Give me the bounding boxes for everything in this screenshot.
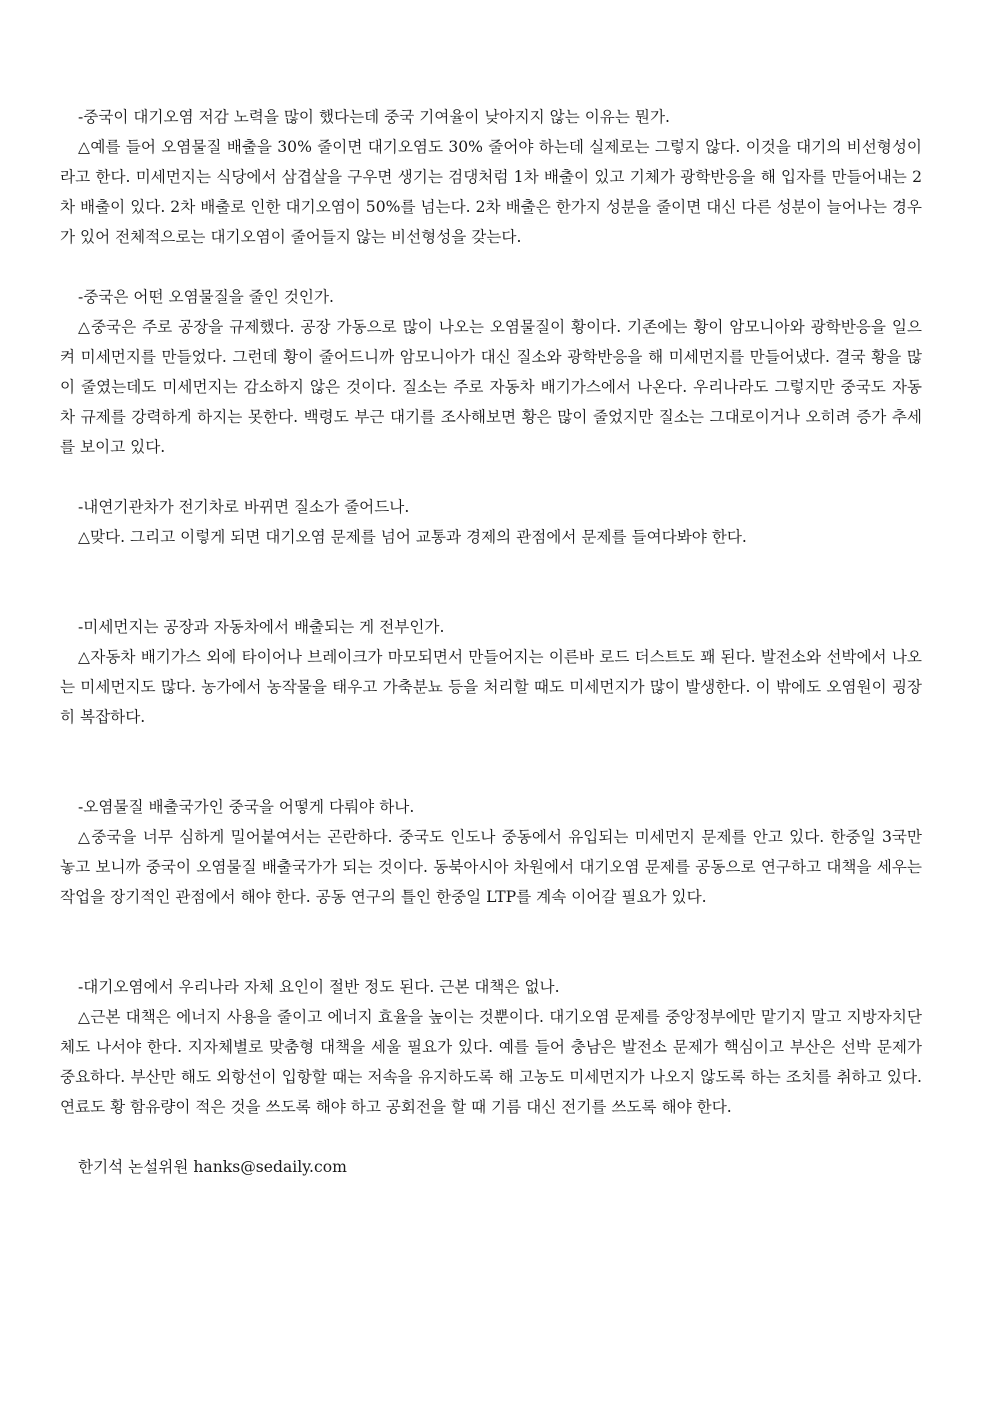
spacer — [60, 462, 922, 492]
spacer — [60, 912, 922, 972]
answer-5: △중국을 너무 심하게 밀어붙여서는 곤란하다. 중국도 인도나 중동에서 유입되는 미세먼지 문제를 안고 있다. 한중일 3국만 놓고 보니까 중국이 오염물질 배출국가가 되는 것이다. 동북아시아 차원에서 대기오염 문제를 공동으로 연구하고 대책을 세우는 작업을 장기적인 관점에서 해야 한다. 공동 연구의 틀인 한중일 LTP를 계속 이어갈 필요가 있다. — [60, 828, 922, 906]
question-1: -중국이 대기오염 저감 노력을 많이 했다는데 중국 기여율이 낮아지지 않는 이유는 뭔가. — [78, 108, 670, 126]
question-6: -대기오염에서 우리나라 자체 요인이 절반 정도 된다. 근본 대책은 없나. — [78, 978, 560, 996]
question-2: -중국은 어떤 오염물질을 줄인 것인가. — [78, 288, 335, 306]
question-5: -오염물질 배출국가인 중국을 어떻게 다뤄야 하나. — [78, 798, 415, 816]
spacer — [60, 252, 922, 282]
spacer — [60, 1122, 922, 1152]
spacer — [60, 732, 922, 792]
answer-6: △근본 대책은 에너지 사용을 줄이고 에너지 효율을 높이는 것뿐이다. 대기오염 문제를 중앙정부에만 맡기지 말고 지방자치단체도 나서야 한다. 지자체별로 맞춤형 대책을 세울 필요가 있다. 예를 들어 충남은 발전소 문제가 핵심이고 부산은 선박 문제가 중요하다. 부산만 해도 외항선이 입항할 때는 저속을 유지하도록 해 고농도 미세먼지가 나오지 않도록 하는 조치를 취하고 있다. 연료도 황 함유량이 적은 것을 쓰도록 해야 하고 공회전을 할 때 기름 대신 전기를 쓰도록 해야 한다. — [60, 1008, 922, 1116]
byline: 한기석 논설위원 hanks@sedaily.com — [78, 1158, 347, 1176]
question-3: -내연기관차가 전기차로 바뀌면 질소가 줄어드나. — [78, 498, 410, 516]
question-4: -미세먼지는 공장과 자동차에서 배출되는 게 전부인가. — [78, 618, 445, 636]
spacer — [60, 552, 922, 612]
answer-3: △맞다. 그리고 이렇게 되면 대기오염 문제를 넘어 교통과 경제의 관점에서 문제를 들여다봐야 한다. — [78, 528, 747, 546]
answer-4: △자동차 배기가스 외에 타이어나 브레이크가 마모되면서 만들어지는 이른바 로드 더스트도 꽤 된다. 발전소와 선박에서 나오는 미세먼지도 많다. 농가에서 농작물을 태우고 가축분뇨 등을 처리할 때도 미세먼지가 많이 발생한다. 이 밖에도 오염원이 굉장히 복잡하다. — [60, 648, 922, 726]
answer-1: △예를 들어 오염물질 배출을 30% 줄이면 대기오염도 30% 줄어야 하는데 실제로는 그렇지 않다. 이것을 대기의 비선형성이라고 한다. 미세먼지는 식당에서 삼겹살을 구우면 생기는 검댕처럼 1차 배출이 있고 기체가 광학반응을 해 입자를 만들어내는 2차 배출이 있다. 2차 배출로 인한 대기오염이 50%를 넘는다. 2차 배출은 한가지 성분을 줄이면 대신 다른 성분이 늘어나는 경우가 있어 전체적으로는 대기오염이 줄어들지 않는 비선형성을 갖는다. — [60, 138, 922, 246]
article-body — [60, 102, 922, 1182]
answer-2: △중국은 주로 공장을 규제했다. 공장 가동으로 많이 나오는 오염물질이 황이다. 기존에는 황이 암모니아와 광학반응을 일으켜 미세먼지를 만들었다. 그런데 황이 줄어드니까 암모니아가 대신 질소와 광학반응을 해 미세먼지를 만들어냈다. 결국 황을 많이 줄였는데도 미세먼지는 감소하지 않은 것이다. 질소는 주로 자동차 배기가스에서 나온다. 우리나라도 그렇지만 중국도 자동차 규제를 강력하게 하지는 못한다. 백령도 부근 대기를 조사해보면 황은 많이 줄었지만 질소는 그대로이거나 오히려 증가 추세를 보이고 있다. — [60, 318, 922, 456]
